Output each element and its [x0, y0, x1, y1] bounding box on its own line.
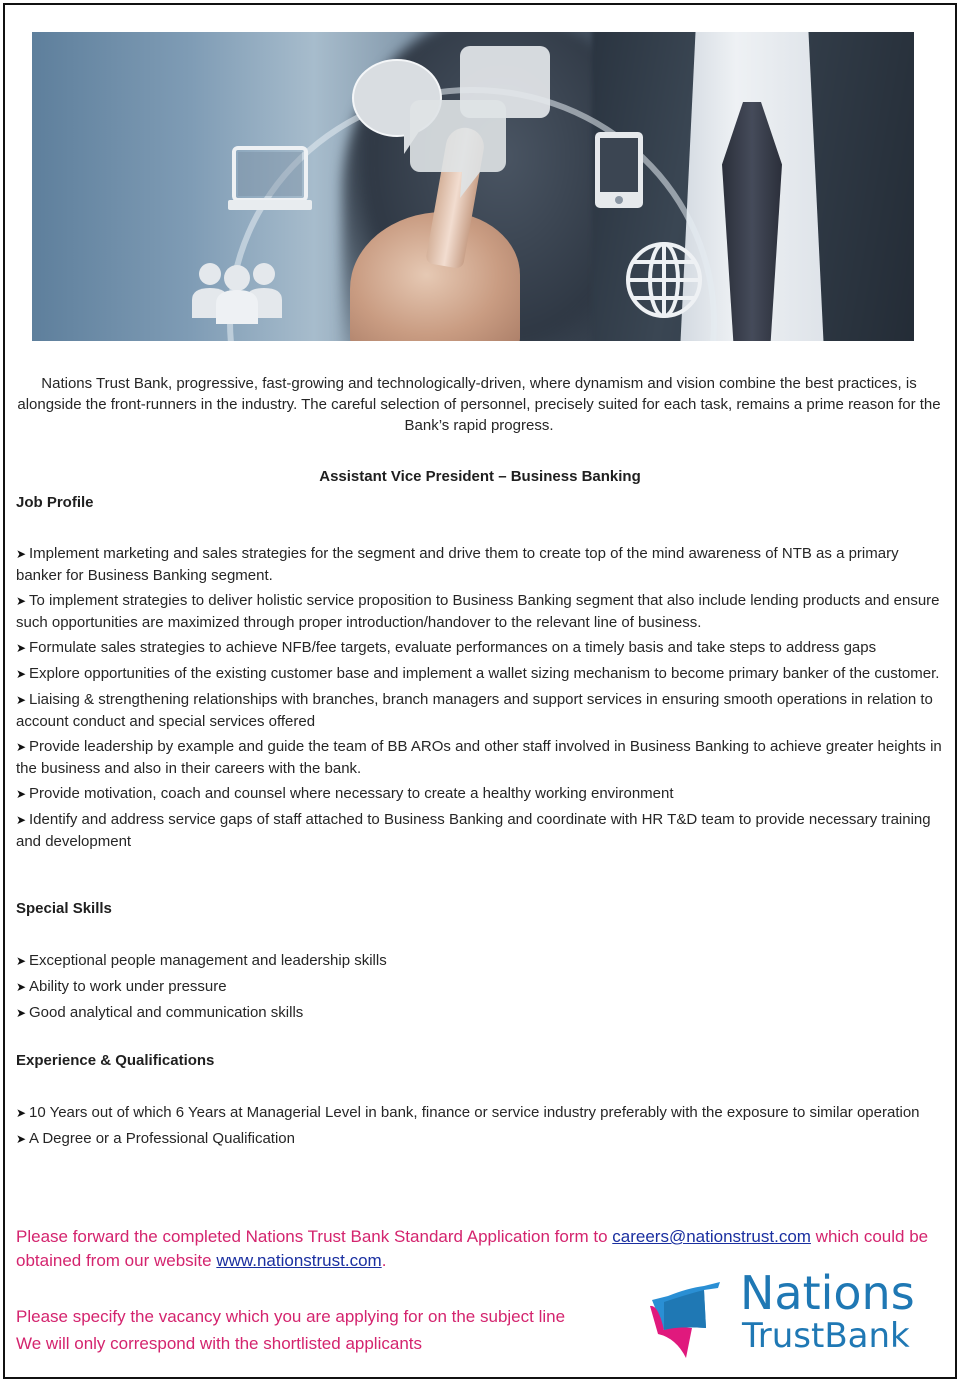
job-profile-list	[16, 543, 946, 856]
bullet-arrow-icon: ➤	[16, 740, 27, 754]
list-item: ➤ Explore opportunities of the existing customer base and implement a wallet sizing mechanism to become primary banker of the customer.	[16, 663, 946, 685]
shortlist-note: We will only correspond with the shortlisted applicants	[16, 1334, 422, 1353]
people-group-icon	[192, 263, 282, 324]
list-item: ➤ Liaising & strengthening relationships with branches, branch managers and support services in ensuring smooth operations in relation to account conduct and special services offered	[16, 691, 933, 730]
application-instructions: Please forward the completed Nations Trust Bank Standard Application form to careers@nationstrust.com which could be obtained from our website www.nationstrust.com.	[16, 1227, 929, 1270]
logo-text-trustbank: TrustBank	[742, 1316, 910, 1356]
list-item: ➤ Good analytical and communication skills	[16, 1002, 946, 1024]
chat-bubble-icon	[410, 46, 550, 198]
list-item: ➤ 10 Years out of which 6 Years at Managerial Level in bank, finance or service industry preferably with the exposure to similar operation	[16, 1102, 946, 1124]
list-item: ➤ Formulate sales strategies to achieve NFB/fee targets, evaluate performances on a timely basis and take steps to address gaps	[16, 637, 946, 659]
list-item: ➤ A Degree or a Professional Qualification	[16, 1128, 946, 1150]
job-profile-heading: Job Profile	[16, 494, 94, 511]
nations-trust-bank-logo	[648, 1266, 938, 1364]
bullet-arrow-icon: ➤	[16, 1132, 27, 1146]
list-item: ➤ To implement strategies to deliver holistic service proposition to Business Banking segment that also include lending products and ensure such opportunities are maximized through proper introduction/handover to the relevant line of business.	[16, 592, 940, 631]
careers-email-link[interactable]: careers@nationstrust.com	[612, 1227, 811, 1246]
bullet-arrow-icon: ➤	[16, 547, 27, 561]
subject-line-note: Please specify the vacancy which you are applying for on the subject line	[16, 1307, 566, 1326]
list-item: ➤ Exceptional people management and leadership skills	[16, 950, 946, 972]
special-skills-list	[16, 950, 946, 1028]
company-intro: Nations Trust Bank, progressive, fast-growing and technologically-driven, where dynamism and vision combine the best practices, is alongside the front-runners in the industry. The careful selection of personnel, precisely suited for each task, remains a prime reason for the Bank’s rapid progress.	[17, 375, 941, 434]
bullet-arrow-icon: ➤	[16, 1106, 27, 1120]
bullet-arrow-icon: ➤	[16, 667, 27, 681]
experience-heading: Experience & Qualifications	[16, 1052, 215, 1069]
special-skills-heading: Special Skills	[16, 900, 112, 917]
list-item: ➤ Provide motivation, coach and counsel where necessary to create a healthy working environment	[16, 783, 946, 805]
bullet-arrow-icon: ➤	[16, 641, 27, 655]
globe-icon	[628, 244, 700, 316]
laptop-icon	[228, 148, 312, 210]
experience-list	[16, 1102, 946, 1154]
bullet-arrow-icon: ➤	[16, 1006, 27, 1020]
bullet-arrow-icon: ➤	[16, 693, 27, 707]
list-item: ➤ Ability to work under pressure	[16, 976, 946, 998]
logo-text-nations: Nations	[740, 1266, 915, 1320]
website-link[interactable]: www.nationstrust.com	[216, 1251, 382, 1270]
smartphone-icon	[595, 132, 643, 208]
bullet-arrow-icon: ➤	[16, 980, 27, 994]
list-item: ➤ Provide leadership by example and guide the team of BB AROs and other staff involved in Business Banking to achieve greater heights in the business and also in their careers with the bank.	[16, 738, 942, 777]
bullet-arrow-icon: ➤	[16, 813, 27, 827]
bullet-arrow-icon: ➤	[16, 954, 27, 968]
hero-banner-image	[32, 32, 914, 341]
list-item: ➤ Identify and address service gaps of staff attached to Business Banking and coordinate with HR T&D team to provide necessary training and development	[16, 811, 931, 850]
list-item: ➤ Implement marketing and sales strategies for the segment and drive them to create top of the mind awareness of NTB as a primary banker for Business Banking segment.	[16, 545, 899, 584]
logo-book-icon	[648, 1278, 728, 1358]
job-title: Assistant Vice President – Business Banking	[319, 468, 641, 485]
bullet-arrow-icon: ➤	[16, 787, 27, 801]
bullet-arrow-icon: ➤	[16, 594, 27, 608]
